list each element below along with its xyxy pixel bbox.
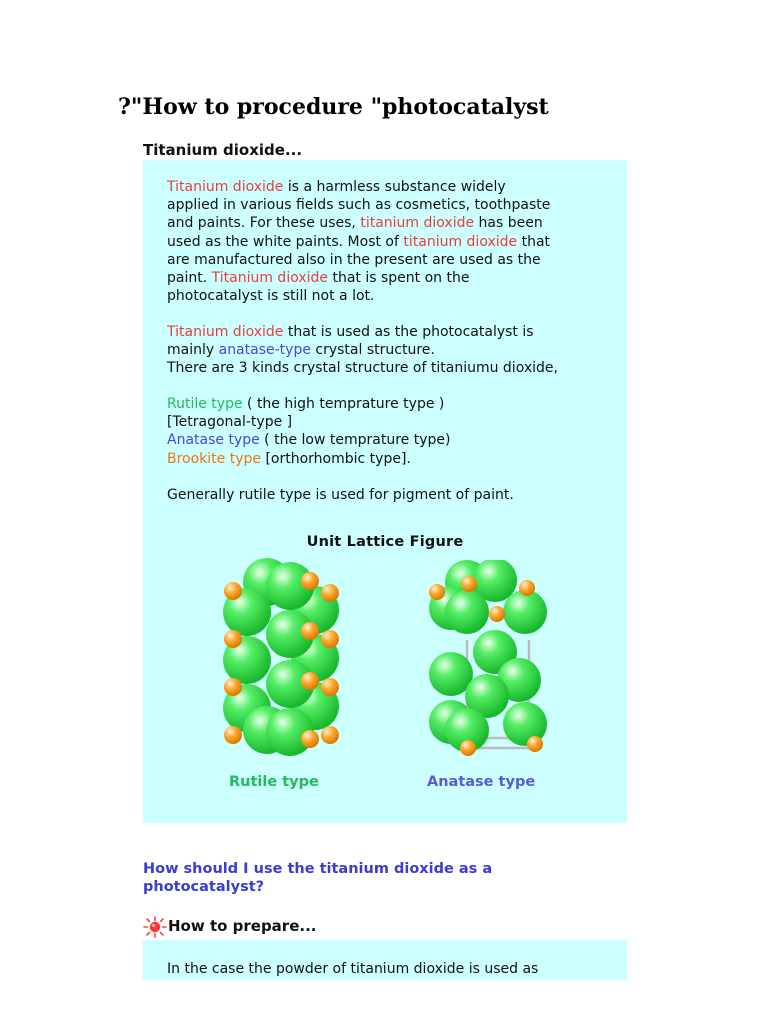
rutile-type-label: Rutile type xyxy=(229,774,319,790)
text-line: and paints. For these uses, titanium dioxide has been xyxy=(167,215,543,232)
anatase-lattice-figure xyxy=(423,560,553,760)
sun-icon xyxy=(143,916,167,938)
page-title: ?"How to procedure "photocatalyst xyxy=(118,94,549,120)
rutile-lattice-figure xyxy=(217,558,345,758)
section-heading-how-to-prepare: How to prepare... xyxy=(168,917,317,935)
text-line: Brookite type [orthorhombic type]. xyxy=(167,450,411,467)
anatase-type-label: Anatase type xyxy=(427,774,536,790)
text-line: Titanium dioxide is a harmless substance widely xyxy=(167,179,506,195)
text-line: There are 3 kinds crystal structure of titaniumu dioxide, xyxy=(167,360,558,377)
text-line: used as the white paints. Most of titanium dioxide that xyxy=(167,233,551,250)
prepare-box xyxy=(143,940,627,980)
text-line: mainly anatase-type crystal structure. xyxy=(167,342,435,359)
text-line: paint. Titanium dioxide that is spent on the xyxy=(167,270,470,287)
section-heading-titanium-dioxide: Titanium dioxide... xyxy=(143,141,303,159)
prepare-paragraph: In the case the powder of titanium dioxide is used as xyxy=(167,961,539,977)
question-heading: How should I use the titanium dioxide as a photocatalyst? xyxy=(143,861,493,895)
figure-title: Unit Lattice Figure xyxy=(306,534,464,550)
anatase-paragraph xyxy=(167,323,607,378)
text-line: applied in various fields such as cosmetics, toothpaste xyxy=(167,197,551,214)
text-line: [Tetragonal-type ] xyxy=(167,414,293,431)
info-box xyxy=(143,160,627,823)
crystal-types-list xyxy=(167,395,607,468)
text-line: Rutile type ( the high temprature type ) xyxy=(167,396,445,412)
text-line: photocatalyst is still not a lot. xyxy=(167,288,375,305)
text-line: are manufactured also in the present are used as the xyxy=(167,251,541,268)
text-line: Titanium dioxide that is used as the photocatalyst is xyxy=(167,324,534,340)
intro-paragraph xyxy=(167,178,607,305)
pigment-note: Generally rutile type is used for pigment of paint. xyxy=(167,487,514,503)
text-line: Anatase type ( the low temprature type) xyxy=(167,432,451,449)
